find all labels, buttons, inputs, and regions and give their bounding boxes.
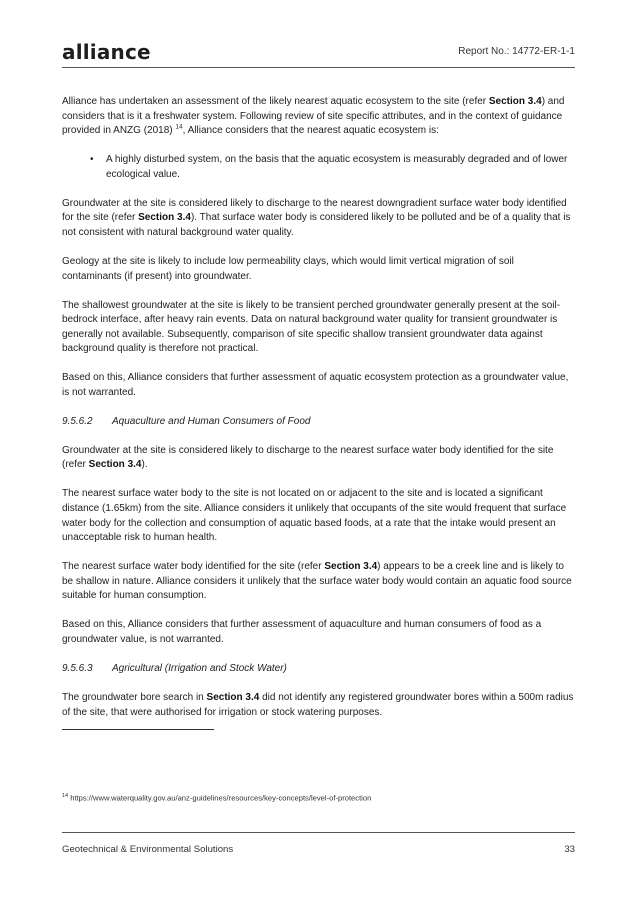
paragraph-1: Alliance has undertaken an assessment of the likely nearest aquatic ecosystem to the site (refer Section 3.4) and considers that is it a freshwater system. Following review of site specific attributes, and in the context of guidance provided in ANZG (2018) $^{14}$, Alliance considers that the nearest aquatic ecosystem is: [62,96,565,137]
paragraph-10: The groundwater bore search in Section 3.4 did not identify any registered groundwater bores within a 500m radius of the site, that were authorised for irrigation or stock watering purposes. [62,691,574,718]
subsection-number: 9.5.6.2 [62,415,93,427]
section-ref: Section 3.4 [88,459,142,471]
footnote-ref: 14 [175,123,183,131]
footer-company: Geotechnical & Environmental Solutions [62,844,234,855]
subsection-heading-9563 [62,662,576,677]
footnote [62,793,371,803]
section-ref: Section 3.4 [138,212,191,224]
footnote-divider [62,729,214,730]
alliance-logo: alliance [62,40,151,64]
footer-divider [62,832,575,833]
section-ref: Section 3.4 [324,561,378,573]
paragraph-9: Based on this, Alliance considers that further assessment of aquaculture and human consumers of food as a groundwater value, is not warranted. [62,619,542,645]
paragraph-4: The shallowest groundwater at the site is likely to be transient perched groundwater generally present at the soil-bedrock interface, after heavy rain events. Data on natural background water quality for transient groundwater is generally not available. Subsequently, comparison of site specific shallow transient groundwater data against background quality is therefore not practical. [62,299,561,355]
paragraph-3: Geology at the site is likely to include low permeability clays, which would limit vertical migration of soil contaminants (if present) into groundwater. [62,255,514,282]
section-ref: Section 3.4 [488,96,542,107]
subsection-title: Aquaculture and Human Consumers of Food [112,415,311,427]
paragraph-2: Groundwater at the site is considered likely to discharge to the nearest downgradient surface water body identified for the site (refer Section 3.4). That surface water body is considered likely to be polluted and be of a quality that is not consistent with natural background water quality. [62,197,571,238]
subsection-number: 9.5.6.3 [62,662,93,674]
paragraph-8: The nearest surface water body identified for the site (refer Section 3.4) appears to be a creek line and is likely to be shallow in nature. Alliance considers it unlikely that the surface water body would contain an aquatic food source suitable for human consumption. [62,561,572,602]
paragraph-5: Based on this, Alliance considers that further assessment of aquatic ecosystem protection as a groundwater value, is not warranted. [62,372,569,398]
footnote-number: 14 [62,793,69,799]
bullet-item: • A highly disturbed system, on the basis that the aquatic ecosystem is measurably degraded and of lower ecological value. [90,154,568,180]
subsection-heading-9562 [62,415,576,430]
section-ref: Section 3.4 [206,691,260,703]
report-number: Report No.: 14772-ER-1-1 [458,46,575,57]
paragraph-6: Groundwater at the site is considered likely to discharge to the nearest surface water body identified for the site (refer Section 3.4). [62,444,554,471]
page-number: 33 [564,844,575,855]
bullet-dot: • [90,154,94,166]
subsection-title: Agricultural (Irrigation and Stock Water) [112,662,287,674]
footnote-link[interactable]: https://www.waterquality.gov.au/anz-guidelines/resources/key-concepts/level-of-protection [68,793,372,803]
header-divider [62,67,575,68]
paragraph-7: The nearest surface water body to the site is not located on or adjacent to the site and is located a significant distance (1.65km) from the site. Alliance considers it unlikely that occupants of the site would frequent that surface water body for the collection and consumption of aquatic based foods, at a rate that the intake would present an unacceptable risk to human health. [62,488,567,544]
body-text [62,95,576,734]
